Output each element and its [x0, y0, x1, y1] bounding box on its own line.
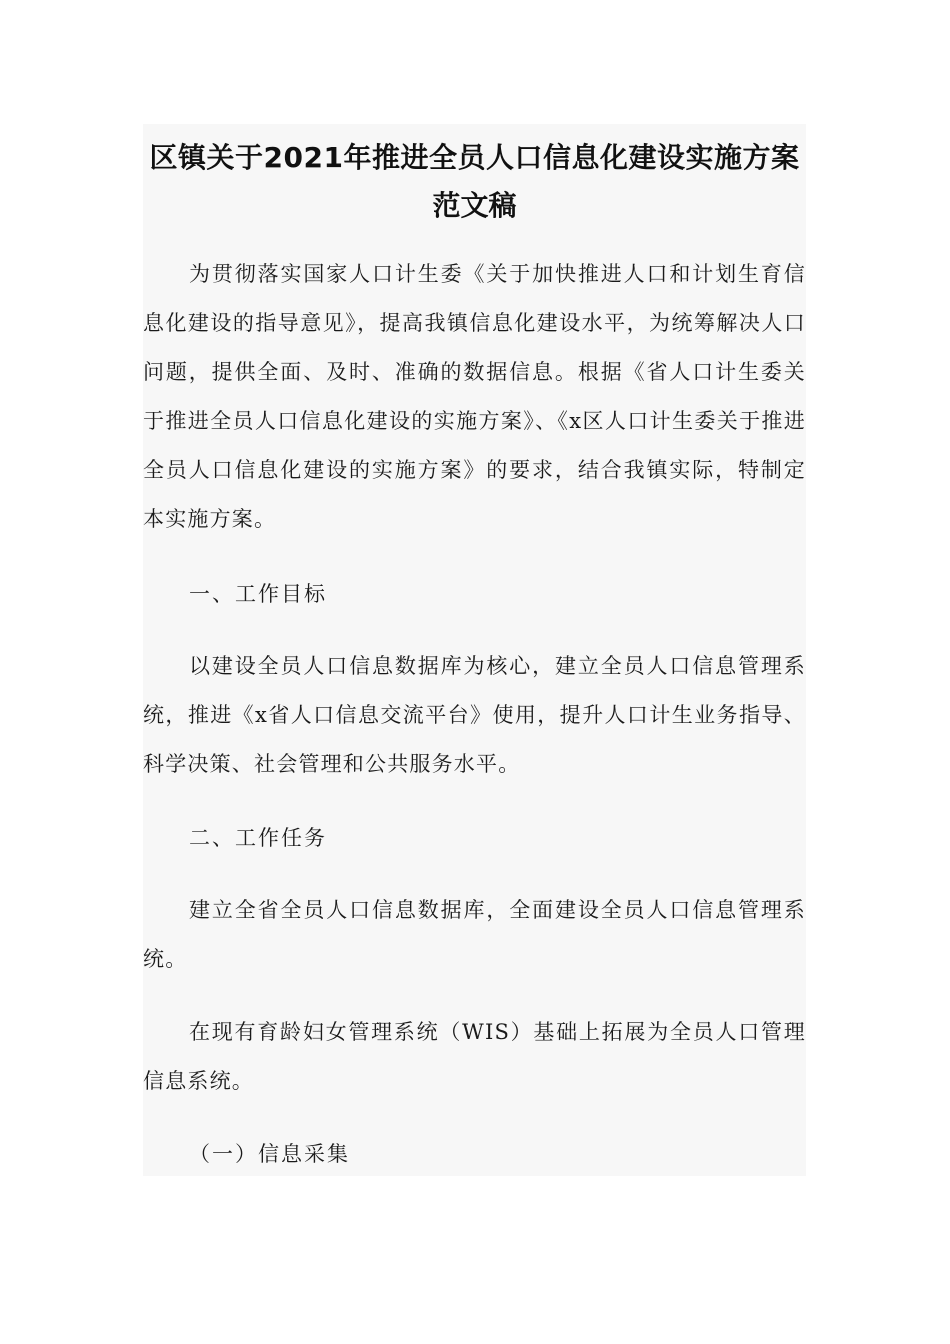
intro-paragraph: 为贯彻落实国家人口计生委《关于加快推进人口和计划生育信息化建设的指导意见》，提高我镇信息化建设水平，为统筹解决人口问题，提供全面、及时、准确的数据信息。根据《省人口计生委关于推进全员人口信息化建设的实施方案》、《x区人口计生委关于推进全员人口信息化建设的实施方案》的要求，结合我镇实际，特制定本实施方案。 [143, 262, 806, 531]
document-title: 区镇关于2021年推进全员人口信息化建设实施方案 [149, 141, 800, 174]
tasks-paragraph-1: 建立全省全员人口信息数据库，全面建设全员人口信息管理系统。 [143, 898, 806, 971]
subsection-heading-info-collection: （一）信息采集 [189, 1142, 350, 1166]
goals-paragraph: 以建设全员人口信息数据库为核心，建立全员人口信息管理系统，推进《x省人口信息交流平台》使用，提升人口计生业务指导、科学决策、社会管理和公共服务水平。 [143, 654, 806, 776]
section-heading-goals: 一、工作目标 [189, 582, 327, 606]
tasks-paragraph-2: 在现有育龄妇女管理系统（WIS）基础上拓展为全员人口管理信息系统。 [143, 1020, 806, 1093]
section-heading-tasks: 二、工作任务 [189, 826, 327, 850]
document-title-continuation: 范文稿 [432, 189, 517, 222]
